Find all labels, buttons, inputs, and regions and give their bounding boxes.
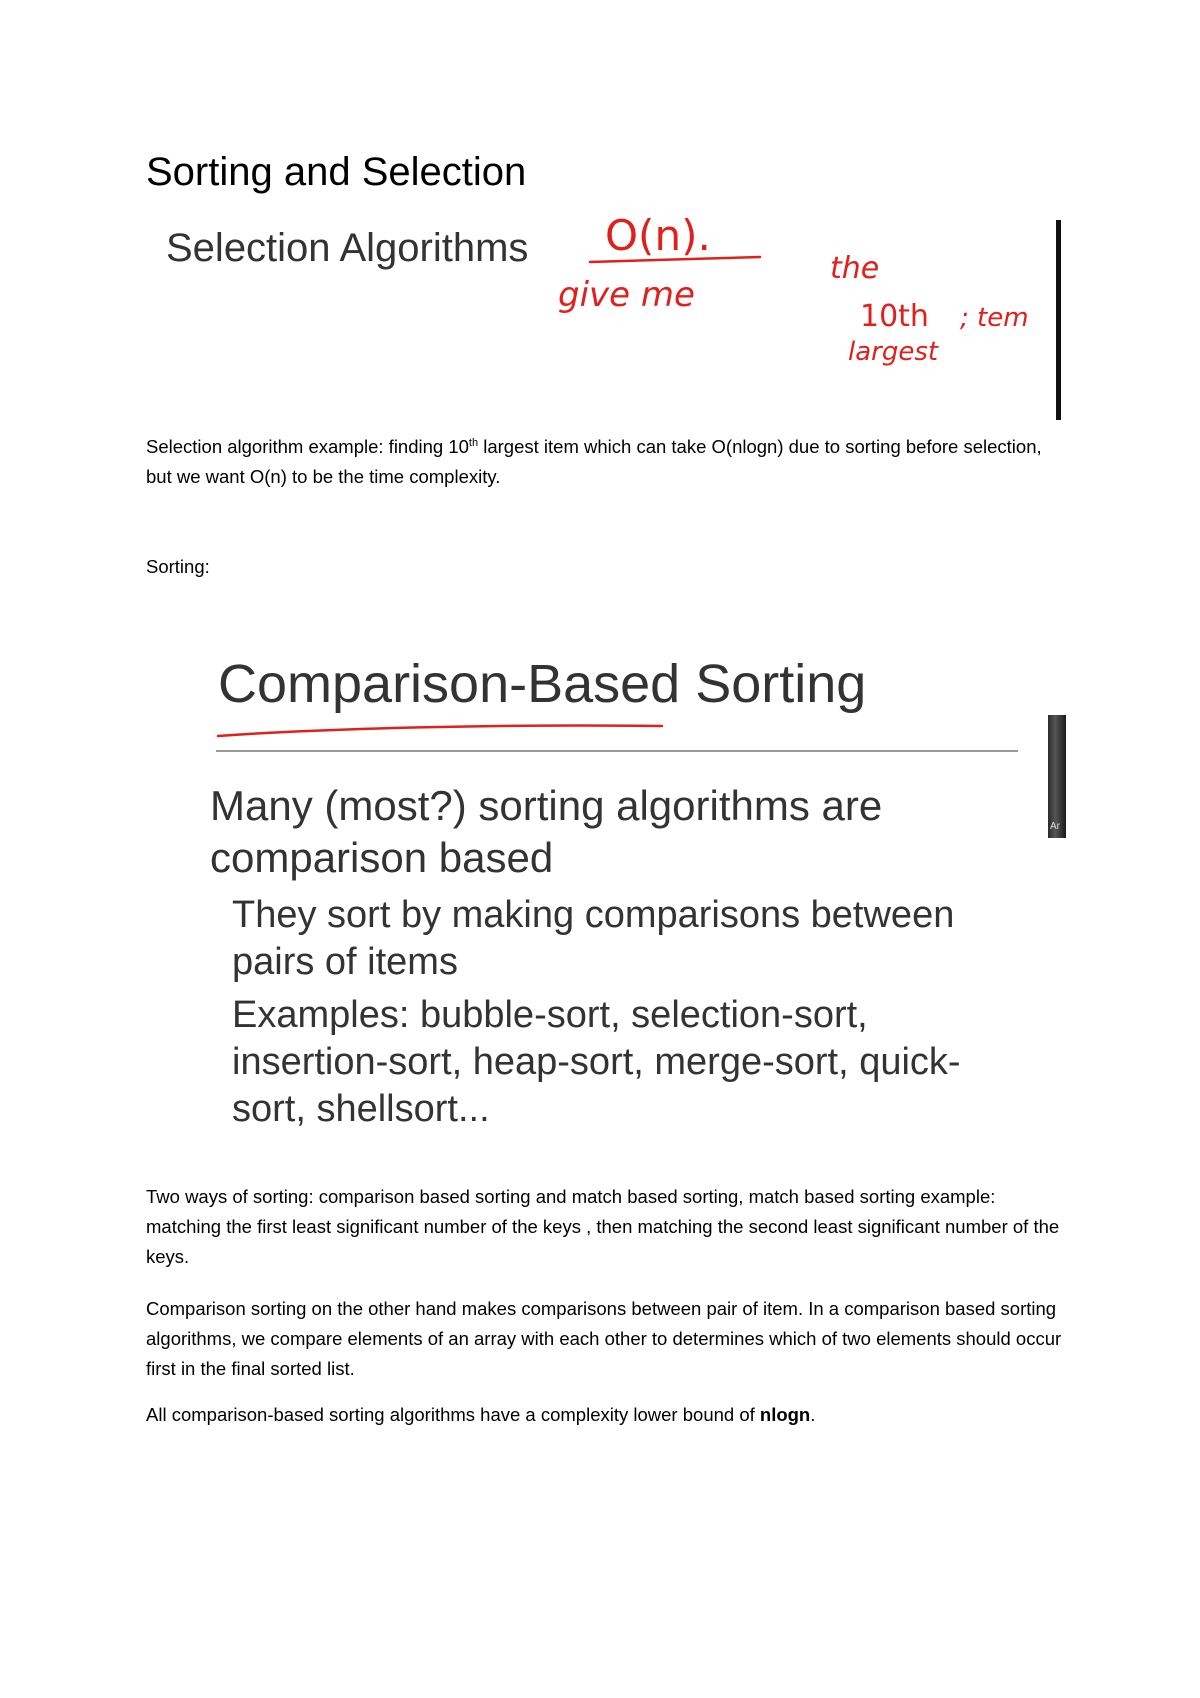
- ink-underline: [210, 640, 670, 750]
- selection-algorithms-slide: [160, 210, 1080, 420]
- ink-largest: largest: [848, 337, 939, 367]
- ink-the: the: [830, 251, 880, 286]
- sorting-label: Sorting:: [146, 556, 210, 577]
- slide-border: [1056, 220, 1061, 420]
- ink-item: ; tem: [960, 303, 1029, 333]
- two-ways-paragraph: Two ways of sorting: comparison based sorting and match based sorting, match based sorting example: matching the first least significant number of the keys , then matching the second least significant number of the keys.: [146, 1186, 1060, 1267]
- ink-give-me: give me: [558, 275, 695, 315]
- slide-heading: Selection Algorithms: [166, 226, 529, 270]
- slide-divider: [216, 750, 1018, 752]
- adjacent-slide-edge: [1048, 715, 1066, 838]
- selection-example-paragraph: Selection algorithm example: finding 10th largest item which can take O(nlogn) due to sorting before selection, but we want O(n) to be the time complexity.: [146, 436, 1042, 487]
- handwritten-annotations: [160, 210, 1080, 420]
- sub-bullet-examples: Examples: bubble-sort, selection-sort, insertion-sort, heap-sort, merge-sort, quick-sort, shellsort...: [232, 994, 961, 1130]
- slide-title: Comparison-Based Sorting: [218, 654, 867, 714]
- comparison-sorting-slide: [210, 640, 1070, 1150]
- ink-on: O(n).: [605, 211, 711, 260]
- slide-edge-label: Ar: [1050, 821, 1060, 832]
- page-title: Sorting and Selection: [146, 150, 527, 194]
- bullet-comparison-based: Many (most?) sorting algorithms are comparison based: [210, 782, 883, 881]
- ink-10th: 10th: [860, 299, 929, 334]
- sub-bullet-comparisons: They sort by making comparisons between pairs of items: [232, 894, 955, 983]
- lower-bound-paragraph: All comparison-based sorting algorithms have a complexity lower bound of nlogn.: [146, 1404, 816, 1425]
- comparison-sorting-paragraph: Comparison sorting on the other hand makes comparisons between pair of item. In a comparison based sorting algorithms, we compare elements of an array with each other to determines which of two elements should occur first in the final sorted list.: [146, 1298, 1062, 1379]
